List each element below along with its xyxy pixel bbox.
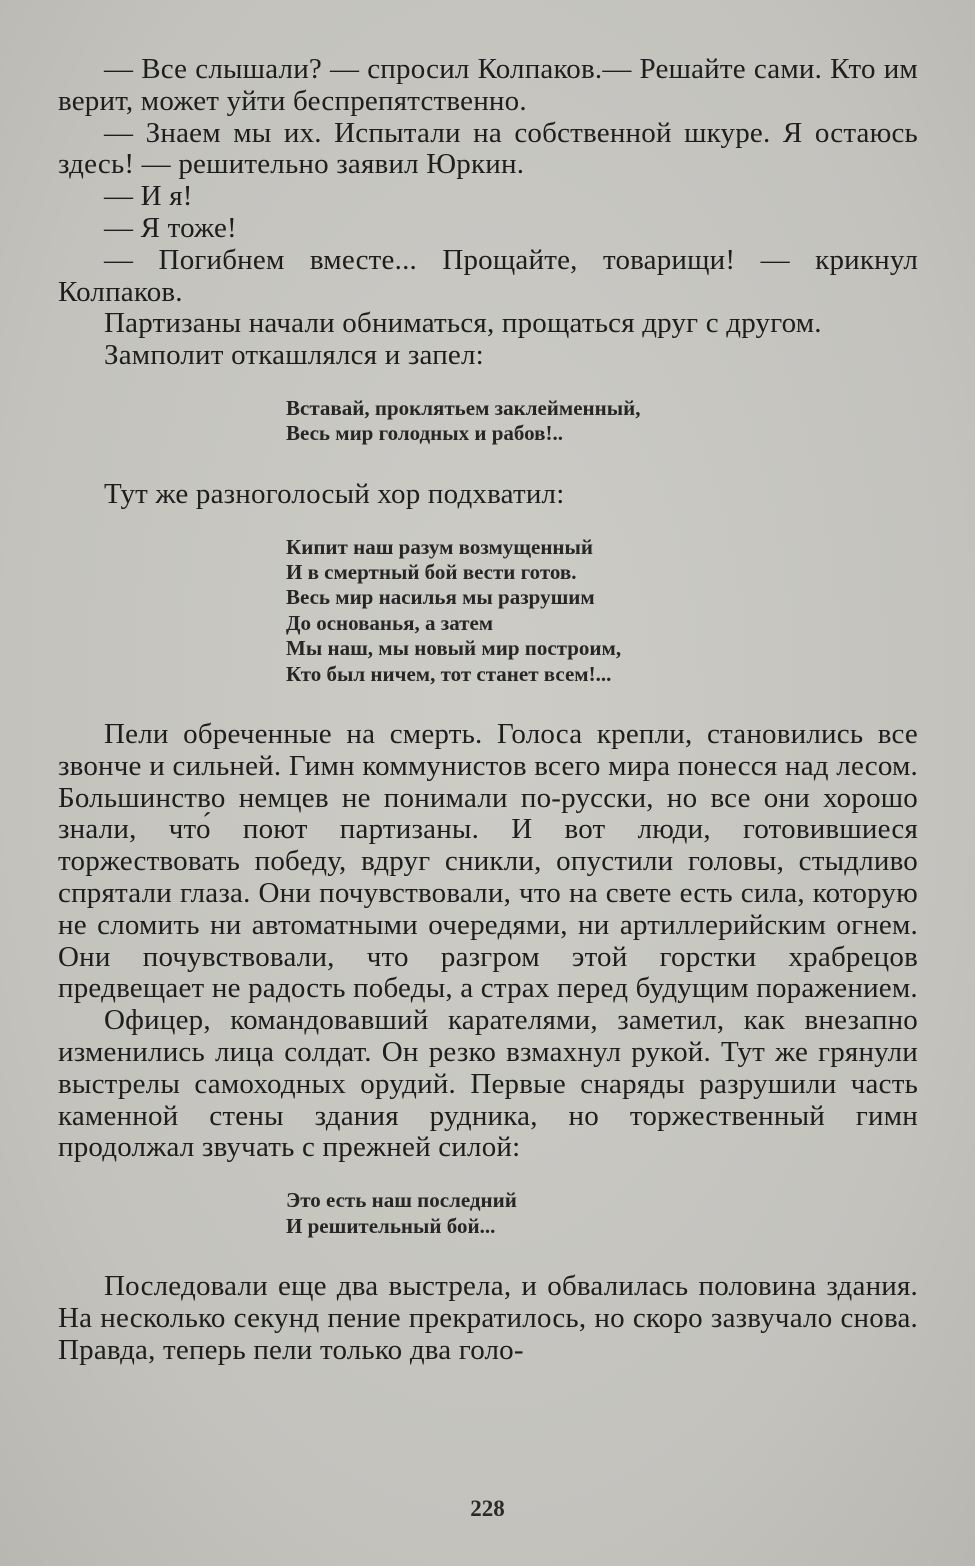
- verse-line: И решительный бой...: [286, 1213, 496, 1238]
- verse-line: Мы наш, мы новый мир построим,: [286, 636, 622, 661]
- song-verse-2: [58, 535, 918, 687]
- verse-line: Кто был ничем, тот станет всем!...: [286, 661, 612, 686]
- verse-line: Кипит наш разум возмущенный: [286, 534, 594, 559]
- paragraph: — Знаем мы их. Испытали на собственной шкуре. Я остаюсь здесь! — решительно заявил Юркин.: [58, 116, 918, 181]
- song-verse-3: [58, 1188, 918, 1239]
- paragraph: — Все слышали? — спросил Колпаков.— Решайте сами. Кто им верит, может уйти беспрепятственно.: [58, 53, 918, 117]
- paragraph: — И я!: [104, 180, 193, 213]
- song-verse-1: [58, 396, 918, 447]
- paragraph: Пели обреченные на смерть. Голоса крепли, становились все звонче и сильней. Гимн коммунистов всего мира понесся над лесом. Большинство немцев не понимали по-русски, но все они хорошо знали, что́ поют партизаны. И вот люди, готовившиеся торжествовать победу, вдруг сникли, опустили головы, стыдливо спрятали глаза. Они почувствовали, что на свете есть сила, которую не сломить ни автоматными очередями, ни артиллерийским огнем. Они почувствовали, что разгром этой горстки храбрецов предвещает не радость победы, а страх перед будущим поражением.: [58, 718, 918, 1005]
- paragraph: Последовали еще два выстрела, и обвалилась половина здания. На несколько секунд пение прекратилось, но скоро зазвучало снова. Правда, теперь пели только два голо-: [58, 1269, 918, 1366]
- paragraph: Тут же разноголосый хор подхватил:: [104, 477, 565, 510]
- verse-line: Весь мир насилья мы разрушим: [286, 585, 595, 610]
- verse-line: Вставай, проклятьем заклейменный,: [286, 395, 641, 420]
- paragraph: — Я тоже!: [104, 211, 237, 244]
- page-body: [58, 54, 918, 1366]
- verse-line: И в смертный бой вести готов.: [286, 559, 577, 584]
- paragraph: Замполит откашлялся и запел:: [104, 339, 484, 372]
- verse-line: Это есть наш последний: [286, 1188, 517, 1213]
- paragraph: Офицер, командовавший карателями, заметил, как внезапно изменились лица солдат. Он резко взмахнул рукой. Тут же грянули выстрелы самоходных орудий. Первые снаряды разрушили часть каменной стены здания рудника, но торжественный гимн продолжал звучать с прежней силой:: [58, 1004, 918, 1164]
- verse-line: Весь мир голодных и рабов!..: [286, 421, 563, 446]
- paragraph: — Погибнем вместе... Прощайте, товарищи! — крикнул Колпаков.: [58, 243, 918, 308]
- verse-line: До основанья, а затем: [286, 610, 494, 635]
- paragraph: Партизаны начали обниматься, прощаться друг с другом.: [104, 307, 822, 340]
- page-number: 228: [470, 1496, 505, 1521]
